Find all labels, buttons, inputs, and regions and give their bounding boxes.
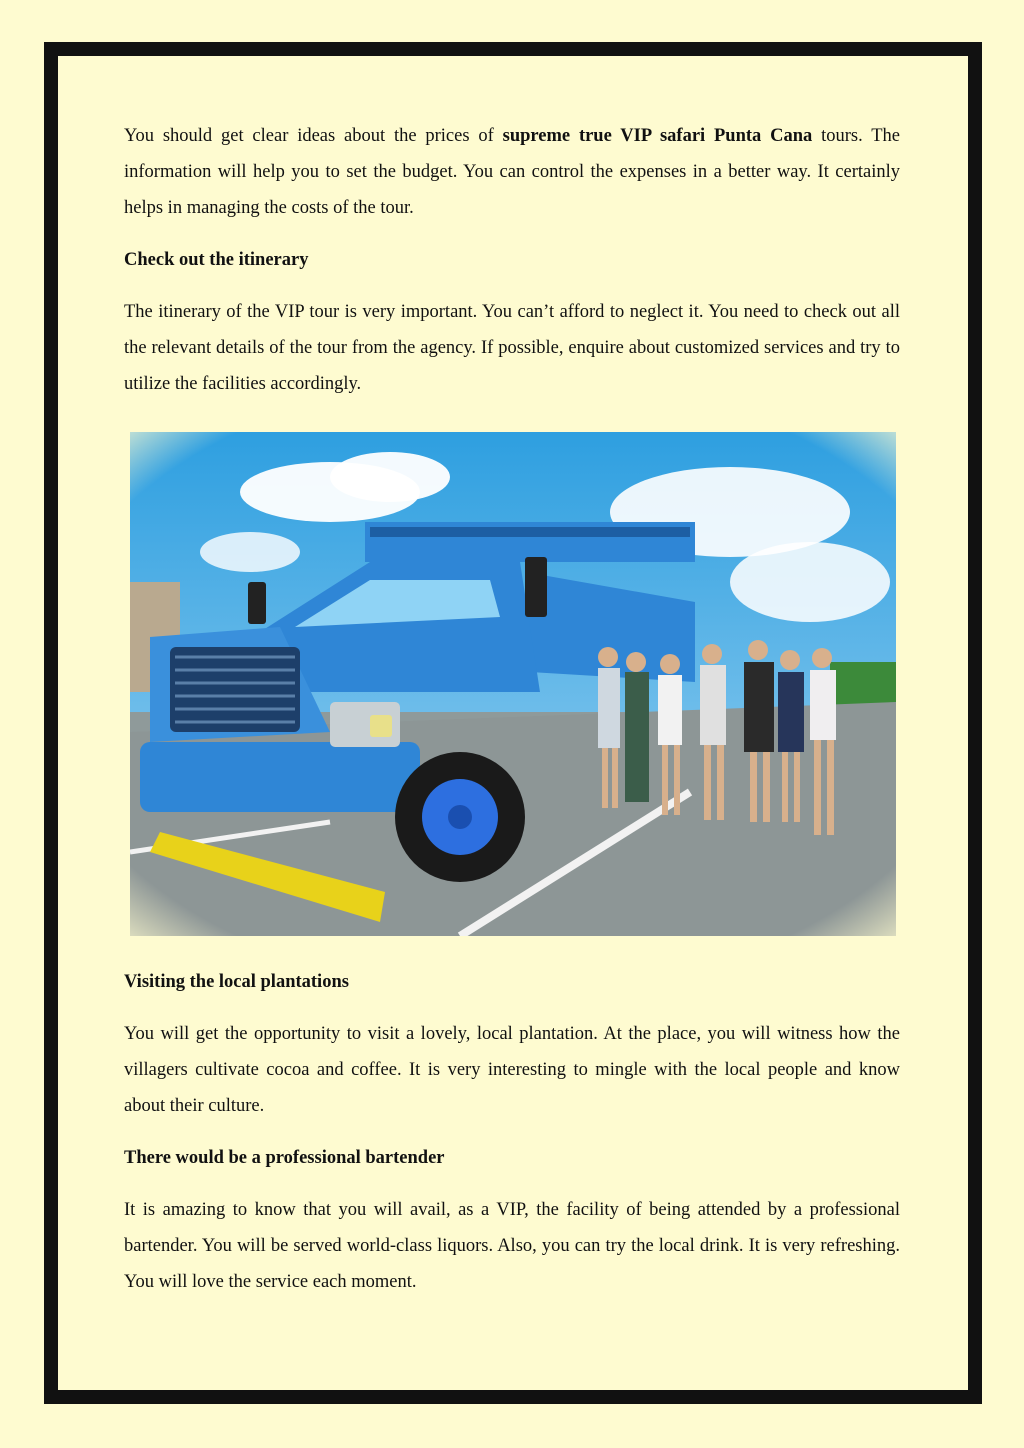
- itinerary-paragraph: The itinerary of the VIP tour is very important. You can’t afford to neglect it. You need to check out all the relevant details of the tour from the agency. If possible, enquire about customized services and try to utilize the facilities accordingly.: [124, 302, 900, 394]
- intro-text-before: You should get clear ideas about the prices of: [124, 126, 503, 146]
- intro-bold-link-text: supreme true VIP safari Punta Cana: [502, 126, 813, 146]
- page-border-right: [968, 56, 982, 1390]
- itinerary-heading: Check out the itinerary: [124, 250, 309, 270]
- upper-content: [124, 118, 900, 402]
- plantations-heading: Visiting the local plantations: [124, 972, 349, 992]
- page-border-bottom: [44, 1390, 982, 1404]
- page-border-left: [44, 56, 58, 1390]
- intro-text-after: tours. The information will help you to set the budget. You can control the expenses in a better way. It certainly helps in managing the costs of the tour.: [124, 126, 900, 218]
- intro-paragraph: [124, 118, 900, 226]
- bartender-paragraph: It is amazing to know that you will avail, as a VIP, the facility of being attended by a professional bartender. You will be served world-class liquors. Also, you can try the local drink. It is very refreshing. You will love the service each moment.: [124, 1200, 900, 1292]
- page-border-top: [44, 42, 982, 56]
- plantations-paragraph: You will get the opportunity to visit a lovely, local plantation. At the place, you will witness how the villagers cultivate cocoa and coffee. It is very interesting to mingle with the local people and know about their culture.: [124, 1024, 900, 1116]
- safari-truck-photo: [130, 432, 896, 936]
- bartender-heading: There would be a professional bartender: [124, 1148, 445, 1168]
- lower-content: [124, 964, 900, 1300]
